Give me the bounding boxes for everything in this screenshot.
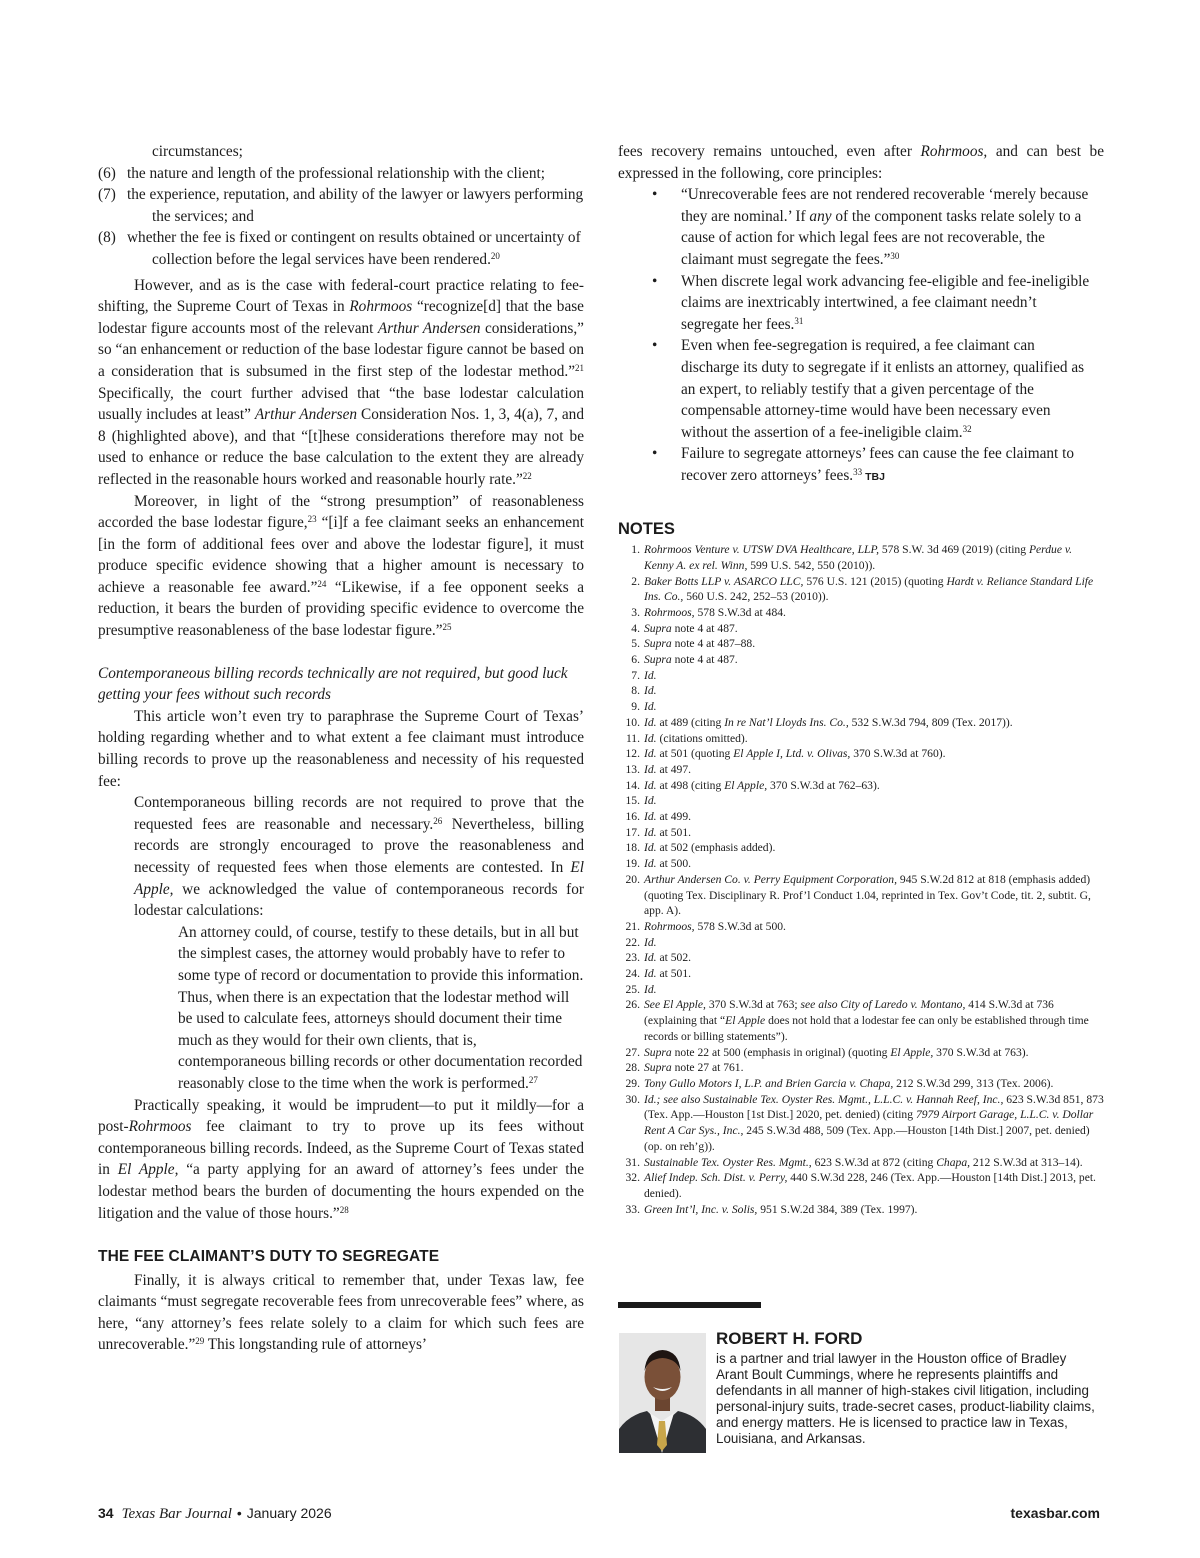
note-number: 28. bbox=[625, 1061, 640, 1075]
note-text: Supra note 22 at 500 (emphasis in original) (quoting El Apple, 370 S.W.3d at 763). bbox=[644, 1045, 1029, 1059]
section-subheading: Contemporaneous billing records technically are not required, but good luck getting your fees without such records bbox=[98, 664, 568, 704]
note-item bbox=[618, 605, 1104, 621]
bullet-item: • When discrete legal work advancing fee-eligible and fee-ineligible claims are inextricably intertwined, a fee claimant needn’t segregate her fees.$^{31}$ bbox=[652, 272, 1090, 333]
issue-date: January 2026 bbox=[246, 1505, 332, 1521]
footnote-ref[interactable]: 30 bbox=[890, 250, 900, 261]
author-portrait-icon bbox=[619, 1333, 706, 1453]
note-number: 17. bbox=[625, 825, 640, 839]
note-item bbox=[618, 1155, 1104, 1171]
note-item bbox=[618, 856, 1104, 872]
continued-line: circumstances; bbox=[152, 143, 243, 160]
note-number: 24. bbox=[625, 967, 640, 981]
note-item bbox=[618, 668, 1104, 684]
note-item bbox=[618, 778, 1104, 794]
note-item bbox=[618, 1202, 1104, 1218]
note-number: 3. bbox=[631, 605, 640, 619]
bullet-icon: • bbox=[652, 445, 658, 463]
note-text: Rohrmoos, 578 S.W.3d at 500. bbox=[644, 919, 786, 933]
note-item bbox=[618, 542, 1104, 573]
note-item bbox=[618, 1045, 1104, 1061]
note-item bbox=[618, 1170, 1104, 1201]
note-text: Id. at 502. bbox=[644, 951, 692, 965]
note-number: 27. bbox=[625, 1045, 640, 1059]
note-text: Id. bbox=[644, 668, 657, 682]
note-text: Id. at 498 (citing El Apple, 370 S.W.3d at 762–63). bbox=[644, 778, 880, 792]
note-item bbox=[618, 574, 1104, 605]
consideration-list bbox=[98, 163, 584, 271]
note-number: 13. bbox=[625, 762, 640, 776]
note-text: Id. bbox=[644, 982, 657, 996]
quote-text: An attorney could, of course, testify to these details, but in all but the simplest cases, the attorney would probably have to refer to some type of record or documentation to provide this information. Thus, when there is an expectation that the lodestar method will be used to calculate fees, attorneys should document their time much as they would for their own clients, that is, contemporaneous billing records or other documentation recorded reasonably close to the time when the work is performed.$^{27}$ bbox=[178, 923, 584, 1092]
notes-heading: NOTES bbox=[618, 519, 675, 538]
body-paragraph: Moreover, in light of the “strong presumption” of reasonableness accorded the base lodestar figure,$^{23}$ “[i]f a fee claimant seeks an enhancement [in the form of additional fees over and above the lodestar figure], it must produce specific evidence showing that a higher amount is necessary to achieve a reasonable fee award.”$^{24}$ “Likewise, if a fee opponent seeks a reduction, it bears the burden of providing specific evidence to overcome the presumptive reasonableness of the base lodestar figure.”$^{25}$ bbox=[98, 492, 584, 640]
note-item bbox=[618, 636, 1104, 652]
note-text: Supra note 27 at 761. bbox=[644, 1061, 744, 1075]
note-text: Id. at 497. bbox=[644, 762, 692, 776]
bullet-icon: • bbox=[652, 186, 658, 204]
note-text: Supra note 4 at 487–88. bbox=[644, 637, 756, 651]
note-item bbox=[618, 621, 1104, 637]
note-item bbox=[618, 793, 1104, 809]
note-item bbox=[618, 762, 1104, 778]
note-number: 23. bbox=[625, 951, 640, 965]
note-number: 10. bbox=[625, 715, 640, 729]
note-item bbox=[618, 652, 1104, 668]
list-item bbox=[98, 184, 584, 227]
note-number: 5. bbox=[631, 637, 640, 651]
note-text: Id. at 501 (quoting El Apple I, Ltd. v. Olivas, 370 S.W.3d at 760). bbox=[644, 747, 946, 761]
note-text: Rohrmoos Venture v. UTSW DVA Healthcare, LLP, 578 S.W. 3d 469 (2019) (citing Perdue v. Kenny A. ex rel. Winn, 599 U.S. 542, 550 (2010)). bbox=[644, 543, 1073, 572]
note-item bbox=[618, 715, 1104, 731]
note-text: Id. bbox=[644, 684, 657, 698]
note-number: 8. bbox=[631, 684, 640, 698]
note-text: Supra note 4 at 487. bbox=[644, 621, 738, 635]
body-paragraph: Practically speaking, it would be imprudent—to put it mildly—for a post-Rohrmoos fee claimant to try to prove up its fees without contemporaneous billing records. Indeed, as the Supreme Court of Texas stated in El Apple, “a party applying for an award of attorney’s fees under the lodestar method bears the burden of documenting the hours expended on the litigation and the value of those hours.”$^{28}$ bbox=[98, 1096, 584, 1222]
right-column bbox=[618, 141, 1104, 1217]
note-number: 7. bbox=[631, 668, 640, 682]
author-name: ROBERT H. FORD bbox=[716, 1329, 863, 1348]
list-item-number: (8) bbox=[98, 229, 116, 247]
publication-title: Texas Bar Journal bbox=[121, 1506, 232, 1522]
bullet-icon: • bbox=[652, 272, 658, 290]
bio-divider bbox=[618, 1302, 761, 1308]
notes-list bbox=[618, 542, 1104, 1217]
footnote-ref[interactable]: 33 bbox=[853, 466, 863, 477]
separator-bullet: • bbox=[236, 1505, 242, 1521]
note-text: Id. at 499. bbox=[644, 810, 692, 824]
note-number: 29. bbox=[625, 1077, 640, 1090]
note-number: 33. bbox=[625, 1202, 640, 1216]
note-number: 25. bbox=[625, 982, 640, 996]
note-number: 16. bbox=[625, 810, 640, 824]
note-text: Id. bbox=[644, 794, 657, 808]
note-text: Tony Gullo Motors I, L.P. and Brien Garcia v. Chapa, 212 S.W.3d 299, 313 (Tex. 2006). bbox=[644, 1077, 1054, 1090]
end-mark: TBJ bbox=[865, 470, 885, 483]
note-number: 12. bbox=[625, 747, 640, 761]
note-text: Id. bbox=[644, 700, 657, 714]
note-item bbox=[618, 1060, 1104, 1076]
note-text: Id.; see also Sustainable Tex. Oyster Res. Mgmt., L.L.C. v. Hannah Reef, Inc., 623 S.W.3d 851, 873 (Tex. App.—Houston [1st Dist.] 2020, pet. denied) (citing 7979 Airport Garage, L.L.C. v. Dollar Rent A Car Sys., Inc., 245 S.W.3d 488, 509 (Tex. App.—Houston [14th Dist.] 2007, pet. denied) (op. on reh’g)). bbox=[644, 1092, 1104, 1153]
note-item bbox=[618, 872, 1104, 919]
bullet-icon: • bbox=[652, 337, 658, 355]
note-item bbox=[618, 809, 1104, 825]
note-text: Id. (citations omitted). bbox=[644, 731, 748, 745]
note-number: 26. bbox=[625, 998, 640, 1012]
bullet-item: • “Unrecoverable fees are not rendered recoverable ‘merely because they are nominal.’ If any of the component tasks relate solely to a cause of action for which legal fees are not recoverable, the claimant must segregate the fees.”$^{30}$ bbox=[652, 186, 1089, 268]
note-item bbox=[618, 950, 1104, 966]
body-paragraph: This article won’t even try to paraphrase the Supreme Court of Texas’ holding regarding whether and to what extent a fee claimant must introduce billing records to prove up the reasonableness and necessity of his requested fee: bbox=[98, 707, 584, 790]
note-text: Id. at 501. bbox=[644, 825, 692, 839]
note-text: Supra note 4 at 487. bbox=[644, 653, 738, 667]
note-item bbox=[618, 935, 1104, 951]
list-item-number: (6) bbox=[98, 164, 116, 182]
body-paragraph: Finally, it is always critical to remember that, under Texas law, fee claimants “must segregate recoverable fees from unrecoverable fees” where, as here, “any attorney’s fees relate solely to a claim for which such fees are unrecoverable.”$^{29}$ This longstanding rule of attorneys’ bbox=[98, 1271, 584, 1354]
note-number: 4. bbox=[631, 621, 640, 635]
principles-list bbox=[618, 184, 1104, 488]
note-text: Id. at 501. bbox=[644, 967, 692, 981]
list-item-number: (7) bbox=[98, 186, 116, 204]
note-text: Id. bbox=[644, 935, 657, 949]
footnote-ref[interactable]: 31 bbox=[794, 315, 804, 326]
section-heading: THE FEE CLAIMANT’S DUTY TO SEGREGATE bbox=[98, 1248, 440, 1266]
website-link[interactable]: texasbar.com bbox=[1010, 1505, 1100, 1521]
note-item bbox=[618, 746, 1104, 762]
note-number: 31. bbox=[625, 1155, 640, 1169]
note-item bbox=[618, 1076, 1104, 1092]
nested-block-quote bbox=[98, 922, 584, 1095]
note-number: 22. bbox=[625, 935, 640, 949]
note-number: 30. bbox=[625, 1092, 640, 1106]
note-text: Id. at 502 (emphasis added). bbox=[644, 841, 776, 855]
list-item bbox=[98, 163, 584, 185]
bullet-item: • Even when fee-segregation is required, a fee claimant can discharge its duty to segregate if it enlists an attorney, qualified as an expert, to reliably testify that a given percentage of the compensable attorney-time would have been necessary even without the assertion of a fee-ineligible claim.$^{32}$ bbox=[652, 337, 1085, 441]
footnote-ref[interactable]: 29 bbox=[195, 1336, 205, 1347]
note-item bbox=[618, 919, 1104, 935]
quote-text: Contemporaneous billing records are not required to prove that the requested fees are reasonable and necessary.$^{26}$ Nevertheless, billing records are strongly encouraged to prove the reasonableness and necessity of requested fees when those elements are contested. In El Apple, we acknowledged the value of contemporaneous records for lodestar calculations: bbox=[134, 794, 584, 920]
footnote-ref[interactable]: 23 bbox=[307, 514, 317, 525]
note-item bbox=[618, 982, 1104, 998]
note-number: 1. bbox=[631, 543, 640, 557]
note-item bbox=[618, 731, 1104, 747]
note-item bbox=[618, 825, 1104, 841]
note-number: 6. bbox=[631, 653, 640, 667]
note-text: Alief Indep. Sch. Dist. v. Perry, 440 S.W.3d 228, 246 (Tex. App.—Houston [14th Dist.] 2013, pet. denied). bbox=[644, 1171, 1096, 1200]
footnote-ref[interactable]: 20 bbox=[490, 250, 500, 261]
note-number: 11. bbox=[625, 731, 640, 745]
left-column bbox=[98, 141, 584, 1356]
note-text: Green Int’l, Inc. v. Solis, 951 S.W.2d 384, 389 (Tex. 1997). bbox=[644, 1202, 918, 1216]
note-number: 2. bbox=[631, 574, 640, 588]
note-item bbox=[618, 699, 1104, 715]
note-number: 9. bbox=[631, 700, 640, 714]
footnote-ref[interactable]: 32 bbox=[962, 423, 972, 434]
block-quote bbox=[98, 792, 584, 922]
footnote-ref[interactable]: 21 bbox=[575, 362, 584, 373]
list-item-text: the nature and length of the professional relationship with the client; bbox=[127, 164, 545, 182]
note-number: 18. bbox=[625, 841, 640, 855]
footnote-ref[interactable]: 24 bbox=[317, 578, 327, 589]
note-item bbox=[618, 997, 1104, 1044]
author-bio: is a partner and trial lawyer in the Houston office of Bradley Arant Boult Cummings, where he represents plaintiffs and defendants in all manner of high-stakes civil litigation, including personal-injury suits, trade-secret cases, product-liability claims, and energy matters. He is licensed to practice law in Texas, Louisiana, and Arkansas. bbox=[716, 1351, 1095, 1446]
list-item bbox=[98, 227, 584, 270]
footnote-ref[interactable]: 27 bbox=[528, 1074, 538, 1085]
note-number: 19. bbox=[625, 857, 640, 871]
note-text: Rohrmoos, 578 S.W.3d at 484. bbox=[644, 605, 786, 619]
note-number: 20. bbox=[625, 872, 640, 886]
note-number: 32. bbox=[625, 1171, 640, 1185]
footnote-ref[interactable]: 26 bbox=[433, 815, 443, 826]
note-item bbox=[618, 840, 1104, 856]
note-text: Id. at 489 (citing In re Nat’l Lloyds Ins. Co., 532 S.W.3d 794, 809 (Tex. 2017)). bbox=[644, 715, 1013, 729]
note-number: 21. bbox=[625, 919, 640, 933]
note-text: Baker Botts LLP v. ASARCO LLC, 576 U.S. 121 (2015) (quoting Hardt v. Reliance Standard Life Ins. Co., 560 U.S. 242, 252–53 (2010)). bbox=[644, 574, 1094, 604]
note-item bbox=[618, 1092, 1104, 1155]
note-text: Id. at 500. bbox=[644, 857, 692, 871]
note-item bbox=[618, 966, 1104, 982]
footnote-ref[interactable]: 22 bbox=[522, 470, 532, 481]
note-text: Sustainable Tex. Oyster Res. Mgmt., 623 S.W.3d at 872 (citing Chapa, 212 S.W.3d at 313–14). bbox=[644, 1155, 1083, 1169]
note-number: 15. bbox=[625, 794, 640, 808]
note-number: 14. bbox=[625, 778, 640, 792]
note-text: See El Apple, 370 S.W.3d at 763; see also City of Laredo v. Montano, 414 S.W.3d at 736 (explaining that “El Apple does not hold that a lodestar fee can only be established through time records or billing statements”). bbox=[644, 998, 1089, 1043]
note-item bbox=[618, 683, 1104, 699]
author-photo bbox=[619, 1333, 706, 1453]
body-paragraph: fees recovery remains untouched, even after Rohrmoos, and can best be expressed in the following, core principles: bbox=[618, 143, 1104, 182]
footnote-ref[interactable]: 28 bbox=[339, 1204, 349, 1215]
bullet-item: • Failure to segregate attorneys’ fees can cause the fee claimant to recover zero attorneys’ fees.$^{33}$ TBJ bbox=[652, 445, 1074, 484]
body-paragraph: However, and as is the case with federal-court practice relating to fee-shifting, the Supreme Court of Texas in Rohrmoos “recognize[d] that the base lodestar figure accounts most of the relevant Arthur Andersen considerations,” so “an enhancement or reduction of the base lodestar figure cannot be based on a consideration that is subsumed in the first step of the lodestar method.”$^{21}$ Specifically, the court further advised that “the base lodestar calculation usually includes at least” Arthur Andersen Consideration Nos. 1, 3, 4(a), 7, and 8 (highlighted above), and that “[t]hese considerations therefore may not be used to enhance or reduce the base calculation to the extent they are already reflected in the reasonable hours worked and reasonable hourly rate.”$^{22}$ bbox=[98, 276, 584, 488]
page-number: 34 bbox=[98, 1505, 114, 1521]
note-text: Arthur Andersen Co. v. Perry Equipment Corporation, 945 S.W.2d 812 at 818 (emphasis added) (quoting Tex. Disciplinary R. Prof’l Conduct 1.04, reprinted in Tex. Gov’t Code, tit. 2, subtit. G, app. A). bbox=[644, 872, 1091, 918]
footnote-ref[interactable]: 25 bbox=[442, 622, 452, 633]
footer-left bbox=[98, 1505, 332, 1523]
list-item-text: whether the fee is fixed or contingent on results obtained or uncertainty of collection before the legal services have been rendered.$^{20}$ bbox=[127, 229, 581, 268]
list-item-text: the experience, reputation, and ability of the lawyer or lawyers performing the services; and bbox=[127, 186, 584, 225]
